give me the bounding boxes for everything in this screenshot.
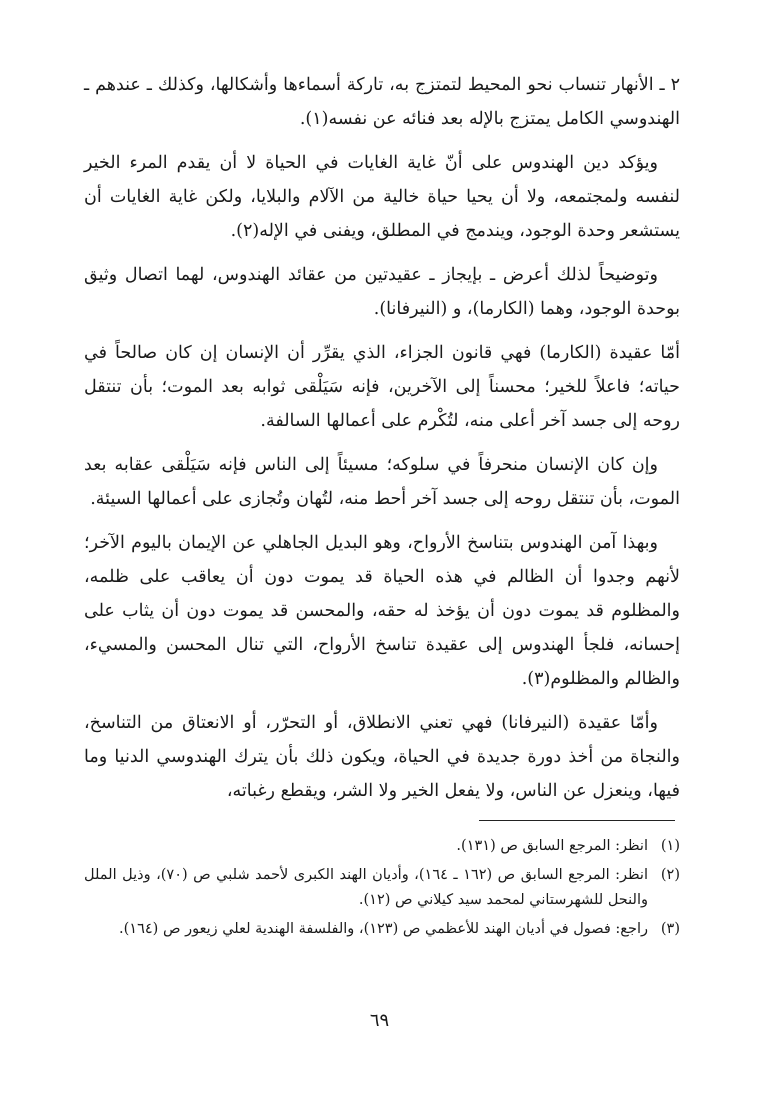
page-number: ٦٩ bbox=[369, 1010, 390, 1031]
footnote-divider bbox=[479, 820, 675, 821]
footnote-item bbox=[84, 834, 680, 859]
footnote-number: (١) bbox=[660, 838, 680, 854]
page-body bbox=[84, 68, 680, 818]
footnote-number: (٢) bbox=[660, 867, 680, 883]
paragraph-7: وأمّا عقيدة (النيرفانا) فهي تعني الانطلاق، أو التحرّر، أو الانعتاق من التناسخ، والنجاة من أخذ دورة جديدة في الحياة، ويكون ذلك بأن يترك الهندوسي الدنيا وما فيها، وينعزل عن الناس، ولا يفعل الخير ولا الشر، ويقطع رغباته، bbox=[84, 713, 680, 801]
footnote-text: راجع: فصول في أديان الهند للأعظمي ص (١٢٣)، والفلسفة الهندية لعلي زيعور ص (١٦٤). bbox=[119, 921, 648, 937]
paragraph-2: ويؤكد دين الهندوس على أنّ غاية الغايات في الحياة لا أن يقدم المرء الخير لنفسه ولمجتمعه، ولا أن يحيا حياة خالية من الآلام والبلايا، ولكن غاية الغايات أن يستشعر وحدة الوجود، ويندمج في المطلق، ويفنى في الإله(٢). bbox=[84, 153, 680, 241]
footnote-item bbox=[84, 917, 680, 942]
footnote-text: انظر: المرجع السابق ص (١٦٢ ـ ١٦٤)، وأديان الهند الكبرى لأحمد شلبي ص (٧٠)، وذيل الملل والنحل للشهرستاني لمحمد سيد كيلاني ص (١٢). bbox=[84, 867, 648, 908]
footnote-number: (٣) bbox=[660, 921, 680, 937]
paragraph-6: وبهذا آمن الهندوس بتناسخ الأرواح، وهو البديل الجاهلي عن الإيمان باليوم الآخر؛ لأنهم وجدوا أن الظالم في هذه الحياة قد يموت دون أن يعاقب على ظلمه، والمظلوم قد يموت دون أن يؤخذ له حقه، والمحسن قد يموت دون أن يثاب على إحسانه، فلجأ الهندوس إلى عقيدة تناسخ الأرواح، التي تنال المحسن والمسيء، والظالم والمظلوم(٣). bbox=[84, 533, 680, 689]
paragraph-5: وإن كان الإنسان منحرفاً في سلوكه؛ مسيئاً إلى الناس فإنه سَيَلْقى عقابه بعد الموت، بأن تنتقل روحه إلى جسد آخر أحط منه، لتُهان وتُجازى على أعمالها السيئة. bbox=[84, 455, 680, 509]
footnote-item bbox=[84, 863, 680, 913]
paragraph-4: أمّا عقيدة (الكارما) فهي قانون الجزاء، الذي يقرِّر أن الإنسان إن كان صالحاً في حياته؛ فاعلاً للخير؛ محسناً إلى الآخرين، فإنه سَيَلْقى ثوابه بعد الموت؛ بأن تنتقل روحه إلى جسد آخر أعلى منه، لتُكْرم على أعمالها السالفة. bbox=[84, 343, 680, 431]
paragraph-1: ٢ ـ الأنهار تنساب نحو المحيط لتمتزج به، تاركة أسماءها وأشكالها، وكذلك ـ عندهم ـ الهندوسي الكامل يمتزج بالإله بعد فنائه عن نفسه(١). bbox=[84, 75, 680, 129]
footnote-text: انظر: المرجع السابق ص (١٣١). bbox=[456, 838, 648, 854]
paragraph-3: وتوضيحاً لذلك أعرض ـ بإيجاز ـ عقيدتين من عقائد الهندوس، لهما اتصال وثيق بوحدة الوجود، وهما (الكارما)، و (النيرفانا). bbox=[84, 265, 680, 319]
footnotes bbox=[84, 834, 680, 946]
